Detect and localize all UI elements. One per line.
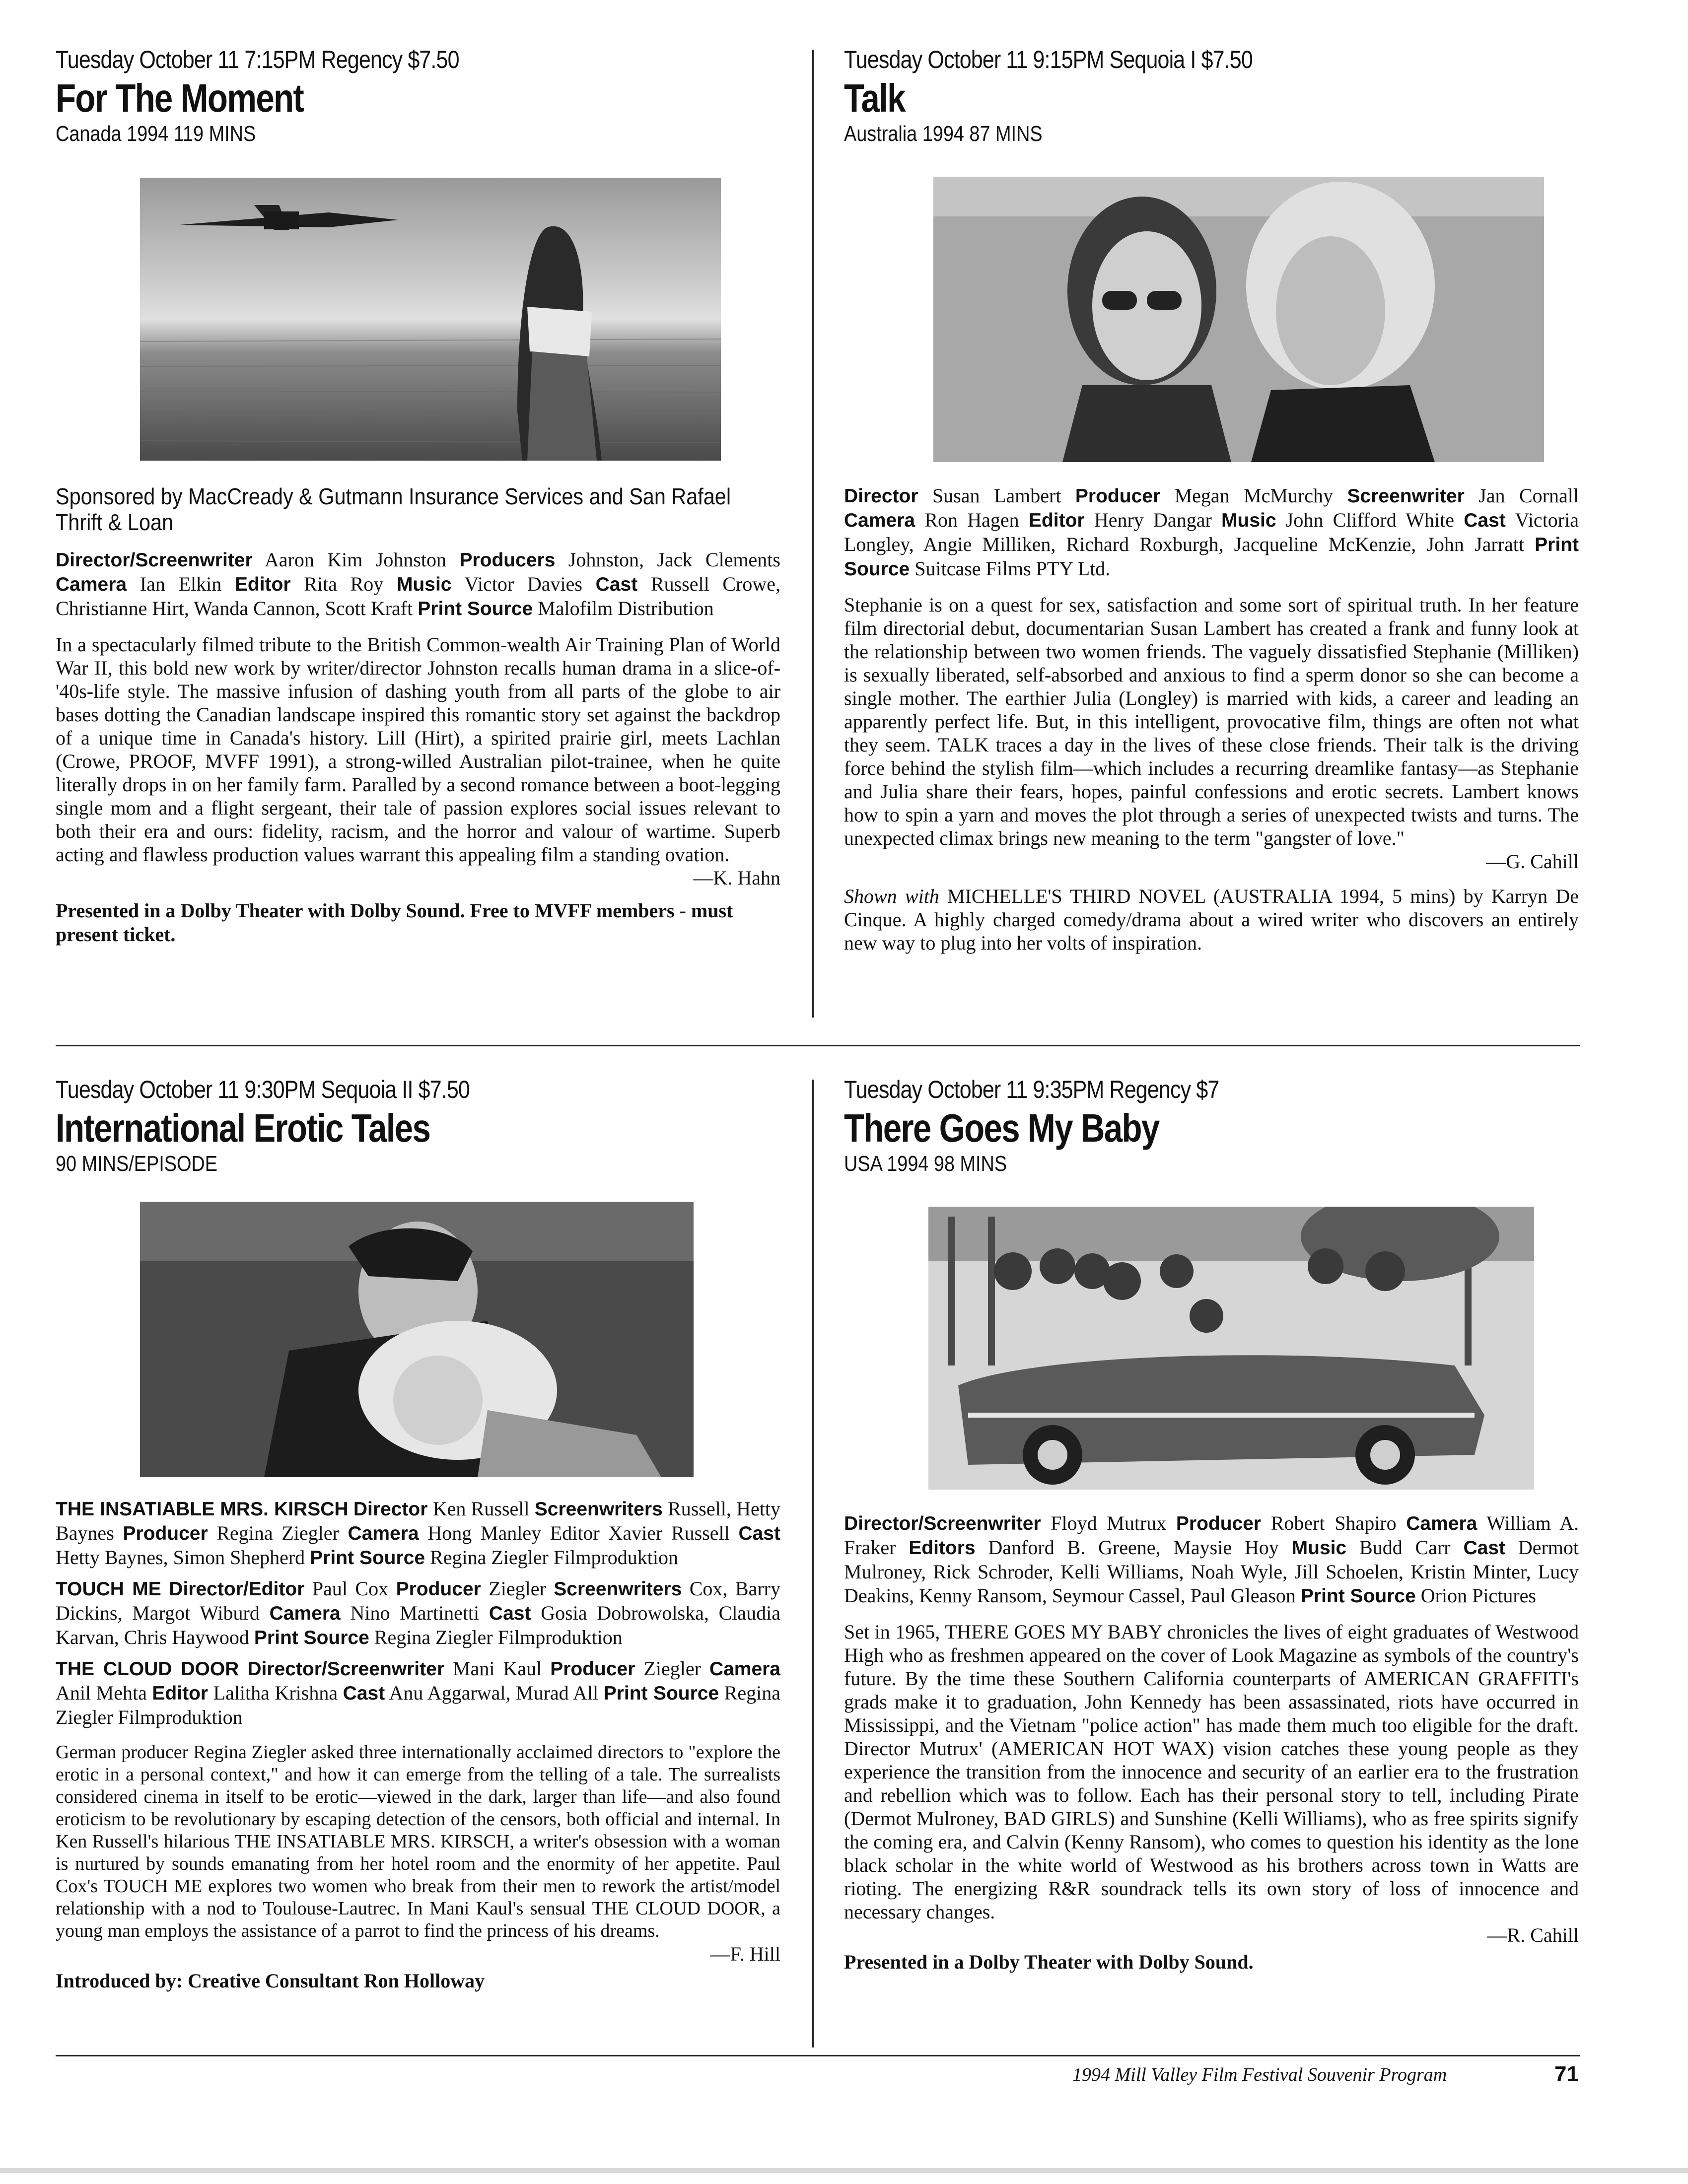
scan-edge — [0, 2168, 1688, 2173]
credit-value: Orion Pictures — [1415, 1584, 1536, 1607]
segment-credits — [56, 1497, 780, 1570]
reviewer-credit: —R. Cahill — [1487, 1924, 1579, 1946]
credit-role: Screenwriter — [1347, 485, 1465, 507]
credit-role: Director/Screenwriter — [844, 1513, 1041, 1534]
program-name: 1994 Mill Valley Film Festival Souvenir Program — [1072, 2064, 1447, 2085]
credit-value: Gosia Dobrowolska, Claudia Karvan, Chris Haywood — [56, 1602, 780, 1648]
screening-info: Tuesday October 11 9:30PM Sequoia II $7.50 — [56, 1076, 470, 1103]
credit-role: Camera — [844, 510, 915, 531]
presentation-note: Introduced by: Creative Consultant Ron Holloway — [56, 1970, 485, 1992]
credit-role: Producer — [1176, 1513, 1262, 1534]
credit-role: Music — [1291, 1537, 1347, 1559]
credit-value: Hong Manley Editor Xavier Russell — [419, 1522, 739, 1544]
plane-over-sea-image — [140, 178, 721, 461]
credit-value: Susan Lambert — [918, 484, 1075, 507]
credit-value: Ron Hagen — [915, 509, 1029, 531]
credit-role: Director — [353, 1499, 428, 1520]
credit-role: Producer — [550, 1658, 635, 1680]
credit-value: Russell Crowe, Christianne Hirt, Wanda Cannon, Scott Kraft — [56, 573, 781, 619]
reviewer-credit: —G. Cahill — [1486, 850, 1579, 873]
film-credits — [844, 484, 1579, 581]
credit-role: Editor — [234, 574, 291, 595]
column-divider-top — [812, 50, 814, 1018]
credit-role: Cast — [595, 574, 638, 595]
credit-value: Lalitha Krishna — [208, 1682, 343, 1704]
credit-role: Editors — [909, 1537, 976, 1559]
credit-role: Screenwriters — [554, 1578, 682, 1600]
credit-role: Producer — [1075, 485, 1161, 507]
credit-value: Regina Ziegler Filmproduktion — [425, 1546, 678, 1569]
film-title: International Erotic Tales — [56, 1106, 430, 1150]
credit-role: Director/Editor — [169, 1578, 305, 1600]
film-synopsis: Stephanie is on a quest for sex, satisfaction and some sort of spiritual truth. In her feature film directorial debut, documentarian Susan Lambert has created a frank and funny look at the relationship between two women friends. The vaguely dissatisfied Stephanie (Milliken) is sexually liberated, self-absorbed and anxious to find a sperm donor so she can become a single mother. The earthier Julia (Longley) is married with kids, a career and leading an apparently perfect life. But, in this intelligent, provocative film, things are often not what they seem. TALK traces a day in the lives of these close friends. Their talk is the driving force behind the stylish film—which includes a recurring dreamlike fantasy—as Stephanie and Julia share their fears, hopes, painful confessions and erotic secrets. Lambert knows how to spin a yarn and moves the plot through a series of unexpected twists and turns. The unexpected climax brings new meaning to the term "gangster of love." — [844, 594, 1579, 849]
credit-value: William A. Fraker — [844, 1512, 1579, 1559]
credit-role: Producers — [459, 549, 556, 571]
film-title: Talk — [844, 76, 905, 120]
footer-rule — [56, 2055, 1580, 2056]
credit-value: Ziegler — [481, 1577, 554, 1600]
film-listing-for-the-moment — [56, 45, 780, 947]
credit-value: Cox, Barry Dickins, Margot Wiburd — [56, 1577, 780, 1624]
credit-value: Regina Ziegler Filmproduktion — [56, 1682, 780, 1728]
credit-value: Mani Kaul — [444, 1657, 551, 1680]
segment-title: THE INSATIABLE MRS. KIRSCH — [56, 1499, 349, 1520]
film-title: For The Moment — [56, 76, 304, 120]
credit-value: Henry Dangar — [1084, 509, 1222, 531]
credit-value: John Clifford White — [1276, 509, 1464, 531]
film-meta: 90 MINS/EPISODE — [56, 1152, 217, 1176]
credit-role: Print Source — [254, 1627, 369, 1648]
credit-value: Anil Mehta — [56, 1682, 152, 1704]
credit-value: Dermot Mulroney, Rick Schroder, Kelli Williams, Noah Wyle, Jill Schoelen, Kristin Minter, Lucy Deakins, Kenny Ransom, Seymour Cassel, Paul Gleason — [844, 1536, 1579, 1607]
credit-role: Editor — [1028, 510, 1085, 531]
credit-value: Ziegler — [635, 1657, 709, 1680]
group-in-convertible-image — [928, 1207, 1534, 1490]
credit-value: Jan Cornall — [1464, 484, 1579, 507]
credit-role: Camera — [1406, 1513, 1477, 1534]
shown-with-label: Shown with — [844, 885, 939, 907]
credit-value: Robert Shapiro — [1261, 1512, 1407, 1534]
credit-role: Director/Screenwriter — [56, 549, 253, 571]
credit-role: Director — [844, 485, 918, 507]
shown-with-note — [844, 885, 1579, 955]
segment-credits — [56, 1577, 780, 1650]
reviewer-credit: —F. Hill — [710, 1943, 780, 1965]
sponsor-line: Sponsored by MacCready & Gutmann Insurance Services and San Rafael Thrift & Loan — [56, 483, 731, 535]
credit-role: Screenwriters — [534, 1499, 663, 1520]
credit-role: Print Source — [1300, 1585, 1416, 1607]
film-meta: Canada 1994 119 MINS — [56, 122, 256, 146]
film-title: There Goes My Baby — [844, 1106, 1159, 1150]
credit-role: Cast — [1463, 1537, 1505, 1559]
credit-role: Editor — [152, 1683, 209, 1704]
credit-value: Paul Cox — [304, 1577, 396, 1600]
credit-value: Ken Russell — [427, 1498, 535, 1520]
film-listing-international-erotic-tales — [56, 1075, 780, 1993]
film-credits — [844, 1511, 1579, 1608]
credit-value: Malofilm Distribution — [533, 597, 714, 619]
screening-info: Tuesday October 11 9:35PM Regency $7 — [844, 1076, 1219, 1103]
credit-role: Cast — [343, 1683, 385, 1704]
page-number: 71 — [1554, 2062, 1579, 2086]
film-still-photo — [933, 177, 1544, 462]
credit-value: Anu Aggarwal, Murad All — [385, 1682, 604, 1704]
film-still-photo — [928, 1207, 1534, 1490]
credit-value: Russell, Hetty Baynes — [56, 1498, 781, 1544]
row-divider — [56, 1045, 1580, 1046]
credit-role: Print Source — [310, 1547, 425, 1569]
credit-value: Budd Carr — [1346, 1536, 1464, 1559]
reviewer-credit: —K. Hahn — [693, 867, 780, 889]
credit-value: Megan McMurchy — [1160, 484, 1347, 507]
film-synopsis: In a spectacularly filmed tribute to the British Common-wealth Air Training Plan of World War II, this bold new work by writer/director Johnston recalls human drama in a slice-of-'40s-life style. The massive infusion of dashing youth from all parts of the globe to air bases dotting the Canadian landscape inspired this romantic story set against the backdrop of a unique time in Canada's history. Lill (Hirt), a spirited prairie girl, meets Lachlan (Crowe, PROOF, MVFF 1991), a strong-willed Australian pilot-trainee, when he quite literally drops in on her family farm. Paralled by a second romance between a boot-legging single mom and a flight sergeant, their tale of passion explores social issues relevant to both their era and ours: fidelity, racism, and the horror and valour of wartime. Superb acting and flawless production values warrant this appealing film a standing ovation. — [56, 633, 780, 866]
credit-value: Johnston, Jack Clements — [555, 548, 780, 571]
credit-value: Victor Davies — [451, 573, 596, 595]
shown-with-text: MICHELLE'S THIRD NOVEL (AUSTRALIA 1994, 5 mins) by Karryn De Cinque. A highly charged comedy/drama about a wired writer who discovers an entirely new way to plug into her volts of inspiration. — [844, 885, 1579, 954]
credit-value: Suitcase Films PTY Ltd. — [910, 557, 1111, 580]
credit-role: Print Source — [844, 534, 1579, 580]
credit-role: Director/Screenwriter — [247, 1658, 444, 1680]
segment-title: THE CLOUD DOOR — [56, 1658, 239, 1680]
film-listing-there-goes-my-baby — [844, 1075, 1579, 1974]
credit-value: Ian Elkin — [127, 573, 235, 595]
credit-role: Camera — [56, 574, 127, 595]
credit-value: Floyd Mutrux — [1041, 1512, 1176, 1534]
credit-role: Camera — [348, 1523, 419, 1544]
credit-role: Cast — [1464, 510, 1506, 531]
film-listing-talk — [844, 45, 1579, 955]
credit-role: Producer — [396, 1578, 481, 1600]
credit-value: Victoria Longley, Angie Milliken, Richard Roxburgh, Jacqueline McKenzie, John Jarratt — [844, 509, 1579, 555]
segment-title: TOUCH ME — [56, 1578, 161, 1600]
two-women-image — [933, 177, 1544, 462]
film-still-photo — [140, 1202, 694, 1477]
page-footer — [1072, 2064, 1579, 2086]
embracing-couple-image — [140, 1202, 694, 1477]
presentation-note: Presented in a Dolby Theater with Dolby Sound. — [844, 1951, 1254, 1973]
presentation-note: Presented in a Dolby Theater with Dolby Sound. Free to MVFF members - must present ticket. — [56, 899, 733, 946]
film-still-photo — [140, 178, 721, 461]
credit-role: Print Source — [418, 598, 533, 619]
credit-role: Music — [396, 574, 452, 595]
credit-role: Camera — [269, 1603, 341, 1624]
segment-credits — [56, 1657, 780, 1729]
credit-role: Cast — [489, 1603, 531, 1624]
film-synopsis: Set in 1965, THERE GOES MY BABY chronicles the lives of eight graduates of Westwood High who as freshmen appeared on the cover of Look Magazine as symbols of the country's future. By the time these Southern California counterparts of AMERICAN GRAFFITI's grads make it to graduation, John Kennedy has been assassinated, riots have occurred in Mississippi, and the Vietnam "police action" has made them much too eligible for the draft. Director Mutrux' (AMERICAN HOT WAX) vision catches these young people as they experience the transition from the innocence and security of an earlier era to the frustration and rebellion which was to follow. Each has their personal story to tell, including Pirate (Dermot Mulroney, BAD GIRLS) and Sunshine (Kelli Williams), who as free spirits signify the coming era, and Calvin (Kenny Ransom), who comes to question his identity as the lone black scholar in the white world of Westwood as his brothers across town in Watts are rioting. The energizing R&R soundrack tells its own story of loss of innocence and necessary changes. — [844, 1621, 1579, 1923]
screening-info: Tuesday October 11 9:15PM Sequoia I $7.50 — [844, 46, 1253, 73]
credit-value: Hetty Baynes, Simon Shepherd — [56, 1546, 310, 1569]
credit-value: Regina Ziegler — [208, 1522, 348, 1544]
column-divider-bottom — [812, 1080, 814, 2048]
film-synopsis: German producer Regina Ziegler asked three internationally acclaimed directors to "explore the erotic in a personal context," and how it can emerge from the telling of a tale. The surrealists considered cinema in itself to be erotic—viewed in the dark, larger than life—and also found eroticism to be revolutionary by escaping detection of the censors, both official and internal. In Ken Russell's hilarious THE INSATIABLE MRS. KIRSCH, a writer's obsession with a woman is nurtured by sounds emanating from her hotel room and the enormity of her appetite. Paul Cox's TOUCH ME explores two women who break from their men to rework the artist/model relationship with a nod to Toulouse-Lautrec. In Mani Kaul's sensual THE CLOUD DOOR, a young man employs the assistance of a parrot to find the princess of his dreams. — [56, 1742, 780, 1941]
credit-role: Camera — [709, 1658, 780, 1680]
credit-role: Music — [1221, 510, 1276, 531]
film-credits — [56, 548, 780, 621]
screening-info: Tuesday October 11 7:15PM Regency $7.50 — [56, 46, 459, 73]
credit-role: Cast — [738, 1523, 780, 1544]
film-meta: Australia 1994 87 MINS — [844, 122, 1043, 146]
film-meta: USA 1994 98 MINS — [844, 1152, 1007, 1176]
credit-value: Aaron Kim Johnston — [252, 548, 460, 571]
credit-role: Print Source — [603, 1683, 719, 1704]
credit-value: Regina Ziegler Filmproduktion — [369, 1626, 623, 1648]
credit-role: Producer — [123, 1523, 208, 1544]
credit-value: Danford B. Greene, Maysie Hoy — [975, 1536, 1292, 1559]
credit-value: Nino Martinetti — [340, 1602, 489, 1624]
credit-value: Rita Roy — [290, 573, 397, 595]
